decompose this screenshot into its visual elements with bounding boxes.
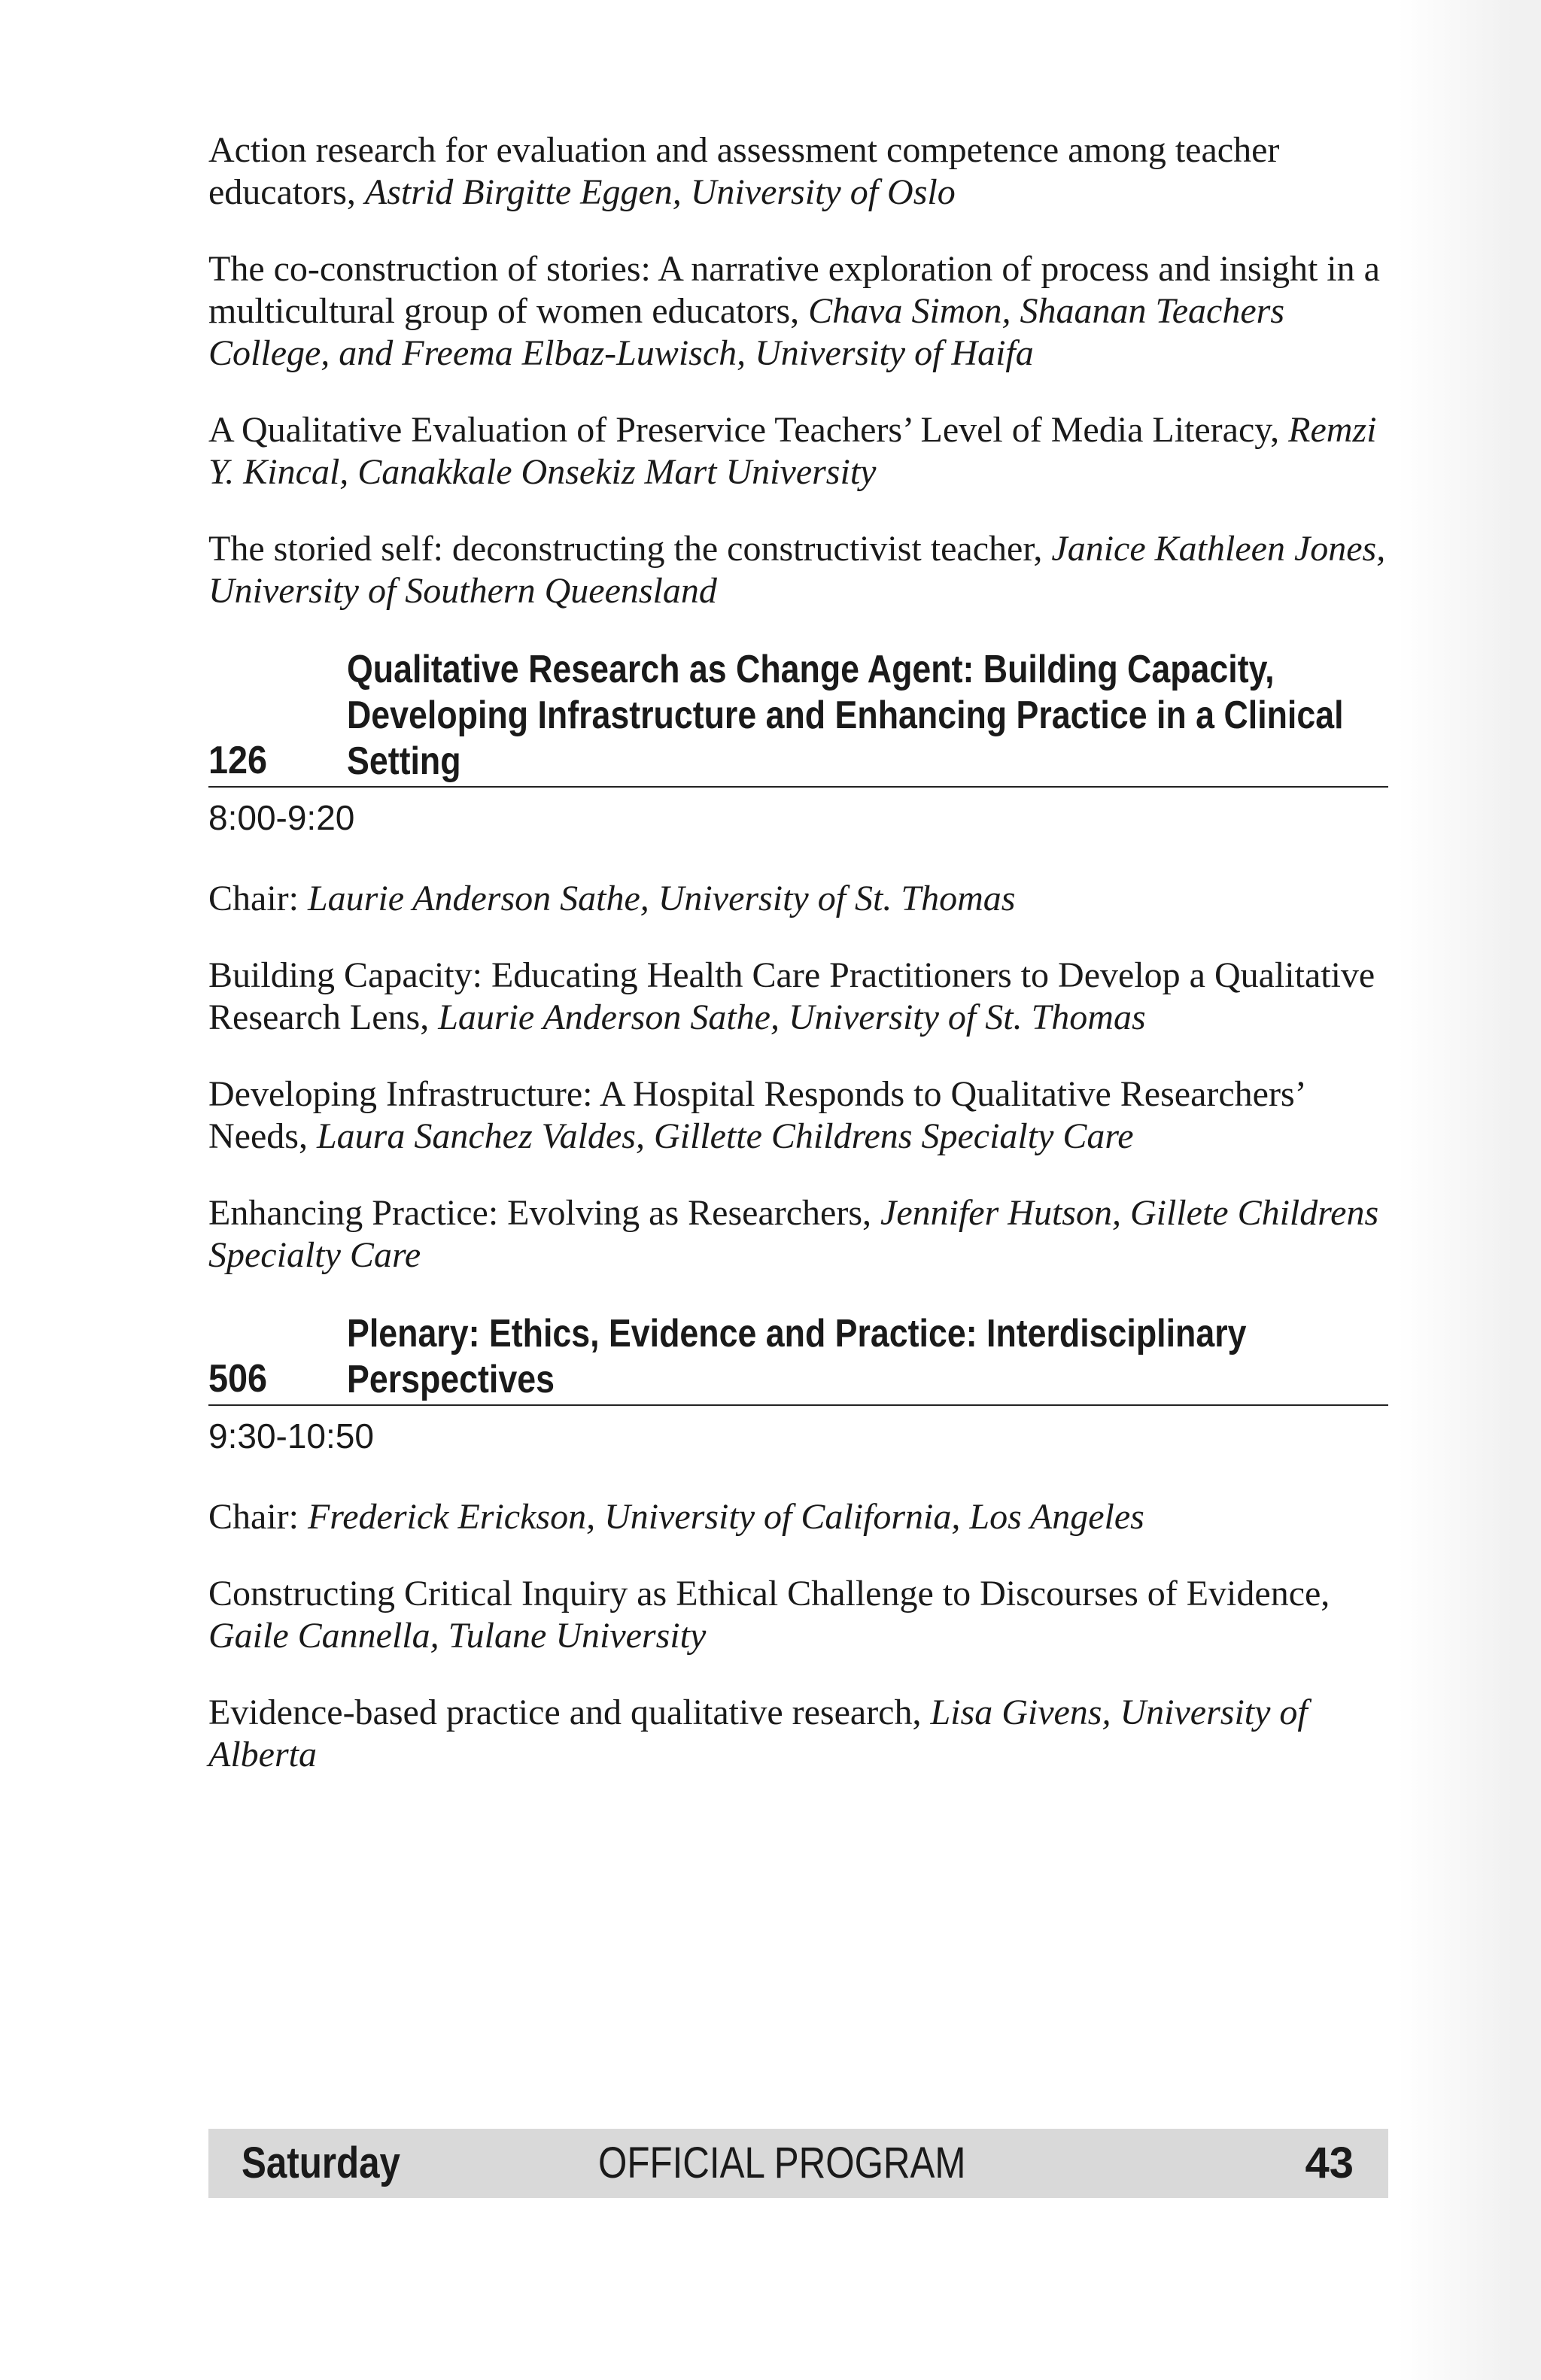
session-title: Qualitative Research as Change Agent: Building Capacity, Developing Infrastructure and Enhancing Practice in a Clinical Setting — [347, 648, 1344, 783]
paper-entry: Constructing Critical Inquiry as Ethical Challenge to Discourses of Evidence, Gaile Cannella, Tulane University — [208, 1574, 1330, 1656]
program-page-content — [208, 129, 1388, 1811]
footer-program-title: OFFICIAL PROGRAM — [598, 2139, 966, 2187]
author-credit: Laurie Anderson Sathe, University of St. Thomas — [438, 997, 1146, 1037]
author-credit: Gaile Cannella, Tulane University — [208, 1616, 707, 1656]
session-header — [208, 647, 1388, 788]
session-title: Plenary: Ethics, Evidence and Practice: Interdisciplinary Perspectives — [347, 1312, 1247, 1401]
footer-day: Saturday — [242, 2139, 400, 2187]
session-number: 506 — [208, 1357, 268, 1401]
session-time: 9:30-10:50 — [208, 1416, 374, 1456]
page-footer — [208, 2129, 1388, 2198]
author-credit: Astrid Birgitte Eggen, University of Oslo — [364, 172, 956, 212]
paper-entry: A Qualitative Evaluation of Preservice Teachers’ Level of Media Literacy, Remzi Y. Kincal, Canakkale Onsekiz Mart University — [208, 410, 1377, 492]
author-credit: Chava Simon, Shaanan Teachers College, and Freema Elbaz-Luwisch, University of Haifa — [208, 291, 1285, 373]
session-chair: Chair: Frederick Erickson, University of California, Los Angeles — [208, 1497, 1144, 1537]
paper-entry: Building Capacity: Educating Health Care Practitioners to Develop a Qualitative Research Lens, Laurie Anderson Sathe, University of St. Thomas — [208, 955, 1375, 1037]
page-number: 43 — [1305, 2139, 1354, 2187]
session-506 — [208, 1311, 1388, 1776]
session-chair: Chair: Laurie Anderson Sathe, University of St. Thomas — [208, 879, 1016, 918]
author-credit: Laurie Anderson Sathe, University of St. Thomas — [307, 879, 1016, 918]
paper-entry: The storied self: deconstructing the constructivist teacher, Janice Kathleen Jones, University of Southern Queensland — [208, 529, 1386, 611]
session-time: 8:00-9:20 — [208, 798, 355, 837]
paper-entry: The co-construction of stories: A narrative exploration of process and insight in a multicultural group of women educators, Chava Simon, Shaanan Teachers College, and Freema Elbaz-Luwisch, University of Haifa — [208, 249, 1380, 373]
author-credit: Laura Sanchez Valdes, Gillette Childrens Specialty Care — [316, 1116, 1134, 1156]
session-126 — [208, 647, 1388, 1277]
author-credit: Jennifer Hutson, Gillete Childrens Specialty Care — [208, 1193, 1379, 1275]
session-header — [208, 1311, 1388, 1406]
paper-entry: Enhancing Practice: Evolving as Researchers, Jennifer Hutson, Gillete Childrens Specialty Care — [208, 1193, 1379, 1275]
page-edge-shading — [1398, 0, 1541, 2380]
author-credit: Frederick Erickson, University of California, Los Angeles — [307, 1497, 1144, 1537]
paper-entry: Evidence-based practice and qualitative research, Lisa Givens, University of Alberta — [208, 1692, 1308, 1774]
author-credit: Remzi Y. Kincal, Canakkale Onsekiz Mart University — [208, 410, 1377, 492]
author-credit: Lisa Givens, University of Alberta — [208, 1692, 1308, 1774]
author-credit: Janice Kathleen Jones, University of Southern Queensland — [208, 529, 1386, 611]
paper-entry: Action research for evaluation and assessment competence among teacher educators, Astrid Birgitte Eggen, University of Oslo — [208, 130, 1280, 212]
session-number: 126 — [208, 739, 268, 782]
paper-entry: Developing Infrastructure: A Hospital Responds to Qualitative Researchers’ Needs, Laura Sanchez Valdes, Gillette Childrens Specialty Care — [208, 1074, 1305, 1156]
